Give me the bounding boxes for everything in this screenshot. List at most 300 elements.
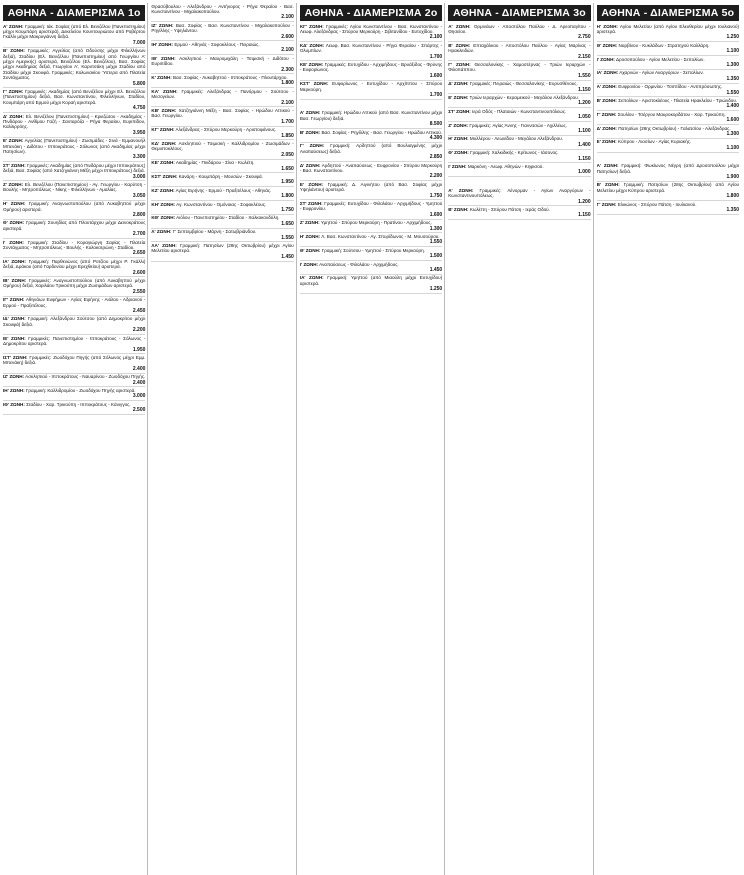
zone-price: 1.300 [726,62,740,68]
zone-entry [300,220,442,234]
zone-entry [151,55,293,74]
zone-entry [3,48,145,89]
zone-description: Ακαδημίας - Πινδάρου - Σίνα - Κωλέτη. [175,160,255,166]
zone-description: Γραμμικές: Αγγελίας (από Οδούσης μέχρι Φιλελλήνων δεξιά), Σταδίου (Ελ. Βενιζέλου (Πανεπιστημίου) από Γεωργίου Α' μέχρι Αμερικής) αριστερά, Βενιζέλου (Ελ. Βενιζέλου), Βασ. Σοφίας μέχρι Ακαδημίας δεξιά, Γεωργίου Α', Καρυτσάκη μέχρι Σταδίου από Σταδίου μέχρι Σκουφά. Γραμμικές: Κολωνακίου Ύστερα από Πλατεία Συντάγματος. [3,48,146,81]
zone-entry [300,233,442,247]
zone-label: Β' ΖΩΝΗ: [596,97,617,103]
zone-label: Ι' ΖΩΝΗ: [448,163,467,169]
zone-price: 2.800 [132,212,146,219]
zone-label: Ε' ΖΩΝΗ: [448,95,469,100]
zone-description: Γραμμικές: Αγίου Κωνσταντίνου - Βασ. Κωνσταντίνου - Λεωφ. Αλεξάνδρας - Σπύρου Μερκούρη - Σιβιτανίδου - Ευτυχίδου. [299,23,443,34]
zone-price: 1.800 [726,193,740,200]
zone-price: 2.300 [281,66,294,73]
zone-label: ΙΔ' ΖΩΝΗ: [3,316,26,322]
zone-price: 1.650 [281,220,294,227]
zone-description: Κανάρη - Κουμπάρη - Μουσών - Σκουφά. [178,174,263,179]
spacer [300,100,442,110]
section-header: ΑΘΗΝΑ - ΔΙΑΜΕΡΙΣΜΑ 5ο [597,5,739,21]
zone-entry [597,111,739,125]
zone-price: 1.550 [578,72,591,79]
zone-label: Ε' ΖΩΝΗ: [3,138,24,144]
zone-entry [300,181,442,200]
zone-description: Γραμμική: Υμηττού (από Μιαούλη μέχρι Ευτυχίδου) αριστερά. [299,275,443,286]
zone-entry [3,297,145,316]
zone-price: 2.450 [132,308,146,315]
zone-entry [448,136,590,150]
zone-label: Α' ΖΩΝΗ: [299,110,321,116]
zone-entry [448,206,590,220]
zone-price: 1.450 [429,267,443,274]
zone-label: ΚΖ' ΖΩΝΗ: [151,187,175,193]
zone-entry [3,162,145,181]
zone-entry [300,129,442,143]
zone-entry [151,140,293,159]
zone-entry [597,139,739,153]
zone-entry [300,162,442,181]
zone-description: Γραμμικές: Αγίας Άννης - Γιαννιτσών - Αχιλλέως. [469,122,567,128]
zone-entry [448,108,590,122]
zone-label: Β' ΖΩΝΗ: [299,129,321,135]
zone-price: 1.250 [726,34,740,41]
zone-description: Κωλέττη - Σπύρου Πάτση - Ιεράς Οδού. [469,206,550,212]
zone-label: ΙΗ' ΖΩΝΗ: [151,42,174,47]
zone-entry [597,182,739,201]
zone-price: 2.600 [281,33,294,40]
zone-description: Αγίας Ειρήνης - Ερμού - Πραξιτέλους - Αθηνάς. [175,187,272,193]
column-4 [448,3,593,875]
zone-price: 3.000 [132,393,146,400]
zone-description: Θεσσαλονίκης - Χαμοστέρνας - Τριών Ιεραρχών - Φιλοπάππου. [448,62,591,73]
zone-description: Σταδίου - Χαρ. Τρικούπη - Ιπποκράτους - Κάνιγγος. [26,401,131,407]
zone-label: Ι' ΖΩΝΗ: [3,239,24,245]
zone-price: 1.800 [281,80,294,87]
zone-label: ΚΑ' ΖΩΝΗ: [151,88,178,94]
zone-label: Η' ΖΩΝΗ: [596,23,618,29]
zone-price: 3.300 [132,154,146,161]
zone-description: Γραμμική: Δ. Αιγινήτου (από Βασ. Σοφίας μέχρι Υψηλάντου) αριστερά. [299,181,443,193]
zone-label: Δ' ΖΩΝΗ: [596,125,617,131]
zone-label: Κ' ΖΩΝΗ: [151,75,172,80]
zone-entry [597,125,739,139]
zone-description: Γραμμικές: Ευτυχίδου - Αρχιμήδους - Βρυάξιδος - Φρύνης - Ευφορίωνος. [299,62,443,73]
zone-label: ΚΕ' ΖΩΝΗ: [151,160,175,166]
zone-price: 1.100 [726,48,740,55]
zone-entry [3,401,145,415]
zone-price: 3.050 [132,192,146,199]
zone-price: 8.500 [429,121,443,128]
zone-entry [151,127,293,141]
zone-description: Αλεξάνδρας - Σπύρου Μερκούρη - Αριστοφάνους. [175,127,277,133]
zone-price: 1.300 [429,225,443,232]
zone-description: Γραμμική: Σούτσου - Υμηττού - Σπύρου Μερκούρη. [321,247,425,253]
zone-description: Γραμμική: Χαλκιδικής - Κρίτωνος - Ιάσονος. [470,150,559,156]
zone-price: 1.500 [429,253,443,260]
zone-entry [3,354,145,373]
zone-description: Θρασύβουλου - Αλεξάνδρου - Αντήνορος - Ρήγα Φεραίου - Βασ. Κωνσταντίνου - Μιχαλακοπούλου. [151,3,294,14]
zone-label: Θ' ΖΩΝΗ: [596,42,618,48]
zone-description: Λ. Βασ. Κωνσταντίνου - Αγ. Σπυρίδωνος - Μ. Μουσούρου. [321,234,440,240]
zone-description: Αρδηττού - Αναπαύσεως - Ευφρονίου - Σπύρου Μερκούρη - Βασ. Κωνσταντίνου. [299,162,443,174]
zone-label: ΙΓ' ΖΩΝΗ: [3,297,25,303]
zone-entry [597,163,739,182]
zone-price: 2.400 [132,379,146,386]
zone-entry [597,70,739,84]
zone-label: ΚΗ' ΖΩΝΗ: [151,201,176,207]
zone-description: Ελικώνος - Σπύρου Πάτση - Ιουλιανού. [617,201,697,207]
zone-price: 1.250 [429,286,443,293]
zone-price: 1.700 [429,53,443,60]
zone-price: 1.150 [578,155,591,162]
zone-entry [3,113,145,138]
zone-price: 2.700 [132,231,146,238]
zone-label: Γ' ΖΩΝΗ: [448,62,471,67]
zone-label: Α' ΖΩΝΗ: [3,23,24,29]
zone-label: ΚΘ' ΖΩΝΗ: [151,215,176,221]
zone-description: Ιερά Οδός - Πλαταιών - Κωνσταντινουπόλεως. [472,108,567,114]
zone-label: Ε' ΖΩΝΗ: [299,181,324,187]
zone-description: Γραμμική: Αναγνωστοπούλου (από Λυκαβηττού μέχρι Ομήρου) αριστερά. [3,201,146,212]
zone-entry [448,23,590,42]
zone-price: 7.000 [132,39,146,46]
zone-description: Ασκληπιού - Μαυρομιχάλη - Τσιμισκή - Διδότου - Ευριπίδου. [151,55,294,67]
zone-label: Γ' ΖΩΝΗ: [3,89,24,95]
zone-label: ΙΖ' ΖΩΝΗ: [151,22,174,28]
zone-entry [300,81,442,100]
zone-entry [151,41,293,55]
zone-description: Υμηττού - Σπύρου Μερκούρη - Πρατίνου - Αρχιμήδους. [320,220,432,226]
zone-price: 1.550 [429,239,443,246]
zone-price: 1.450 [281,253,294,260]
zone-label: ΙΕ' ΖΩΝΗ: [3,335,26,341]
zone-description: Κύπρου - Λιοσίων - Αγίας Κυριακής. [618,139,692,145]
zone-entry [300,247,442,261]
zone-description: Δροσοπούλου - Αγίου Μελετίου - Σεπολίων. [615,56,705,62]
zone-label: Δ' ΖΩΝΗ: [448,81,469,87]
zone-price: 1.650 [281,165,294,172]
zone-price: 1.600 [429,72,443,79]
zone-description: Γραμμικές: Πειραιώς - Θεσσαλονίκης - Ευρυσθένους. [469,81,578,87]
zone-label: ΙΘ' ΖΩΝΗ: [151,55,176,61]
zone-description: Γραμμικές: Ζωοδόχου Πηγής (από Σόλωνος μέχρι Εμμ. Μπενάκη) δεξιά. [3,354,146,366]
column-2 [151,3,296,875]
zone-label: Ι' ΖΩΝΗ: [596,56,615,62]
zone-price: 1.000 [578,169,591,176]
zone-description: Βασ. Σοφίας - Λυκαβηττού - Ιπποκράτους - Πλουτάρχου. [173,75,288,80]
zone-description: Ορμινάων - Αποστόλου Παύλου - Δ. Αρεοπαγίτου - Θησείου. [448,23,591,34]
zone-entry [3,258,145,277]
zone-price: 2.600 [132,269,146,276]
zone-description: Ευφορίωνος - Ευτυχίδου - Αρχίππου - Σπύρου Μερκούρη. [299,81,443,92]
zone-label: Β' ΖΩΝΗ: [448,42,471,48]
zone-label: Β' ΖΩΝΗ: [448,206,469,212]
zone-label: Γ' ΖΩΝΗ: [596,201,617,207]
zone-price: 1.350 [726,206,740,213]
zone-entry [597,42,739,56]
column-3 [300,3,445,875]
zone-entry [3,23,145,48]
zone-description: Βασ. Σοφίας - Ρηγίλλης - Βασ. Γεωργίου - Ηρώδου Αττικού. [321,129,443,135]
zone-price: 1.150 [578,86,591,93]
zone-price: 1.700 [281,118,294,125]
zone-entry [597,84,739,98]
zone-description: Σεπολίων - Αριστοκλέους - Πλατεία Ηρακλείου - Τριώνδου. [618,97,738,103]
zone-description: Γραμμικές: Αλεξάνδρας - Πανόρμου - Σούτσου - Μεσογείων. [151,88,294,100]
zone-label: Α' ΖΩΝΗ: [448,23,471,29]
zone-description: Ελ. Βενιζέλου (Πανεπιστημίου) - Αγ. Γεωργίου - Καρύτση - Βουλής - Μητροπόλεως - Νίκης - Φιλελλήνων - Αμαλίας. [3,182,146,193]
zone-description: Γραμμική: Ιάκ. Σοφίας (από Ελ. Βενιζέλου (Πανεπιστημίου) μέχρι Κουμπάρη αριστερά), Δεκελείου Κουντουριώτου από Ροβέρτου Γκάλλι μέχρι Μακρυγιάννη δεξιά. [3,23,146,40]
zone-entry [151,22,293,41]
zone-price: 2.550 [132,288,146,295]
zone-price: 2.200 [429,173,443,180]
zone-description: Πατησίων (28ης Οκτωβρίου) - Γαλατσίου - Αλεξάνδρας. [618,125,731,131]
zone-description: Γραμμικές: Λένορμαν - Αγίων Αναργύρων - Κωνσταντινουπόλεως. [448,187,591,199]
zone-price: 1.100 [726,144,740,151]
zone-description: Αθηνάων Ευφήμων - Αγίας Ειρήνης - Αιόλου - Αδριανού - Ερμού - Πραξιτέλους. [3,297,146,308]
zone-price: 1.850 [281,132,294,139]
zone-entry [300,275,442,294]
zone-entry [151,201,293,215]
section-header: ΑΘΗΝΑ - ΔΙΑΜΕΡΙΣΜΑ 3ο [448,5,590,21]
zone-label: Γ' ΖΩΝΗ: [299,143,325,149]
zone-description: Επταχάλκου - Αποστόλου Παύλου - Αγίας Μαρίνας - Ηρακλειδών. [448,42,591,54]
section-header: ΑΘΗΝΑ - ΔΙΑΜΕΡΙΣΜΑ 1ο [3,5,145,21]
zone-label: ΚΣΤ' ΖΩΝΗ: [151,174,178,179]
zone-entry [151,88,293,107]
zone-price: 1.750 [281,207,294,213]
zone-price: 2.750 [578,34,591,41]
zone-description: Λεωφ. Βασ. Κωνσταντίνου - Ρήγα Φεραίου - Σπάρτης - Ολυμπίων. [299,42,443,54]
spacer [597,153,739,163]
zone-entry [151,107,293,126]
zone-description: Γραμμική: Πατησίων (28ης Οκτωβρίου) από Αγίου Μελετίου μέχρι Κύπρου αριστερά. [596,182,740,193]
zone-description: Γραμμική: Αρδηττού (από Βουλιαγμένης μέχρι Αναπαύσεως) δεξιά. [299,143,443,154]
zone-entry [151,187,293,201]
zone-label: ΣΤ' ΖΩΝΗ: [3,162,26,168]
zone-price: 4.750 [132,105,146,112]
zone-entry [3,239,145,258]
zone-description: Χατζηγιάννη Μέξη - Βασ. Σοφίας - Ηρώδου Αττικού - Βασ. Γεωργίου. [151,108,294,119]
zone-label: ΙΖ' ΖΩΝΗ: [3,374,25,380]
zone-description: Γραμμικές: Ακαδημίας (από Πινδάρου μέχρι Ιπποκράτους) δεξιά, Βασ. Σοφίας (από Χατζηγιάννη Μέξη μέχρι Ιπποκράτους) δεξιά. [3,162,146,174]
zone-price: 1.350 [726,75,740,82]
zone-entry [448,94,590,108]
zone-price: 2.200 [132,327,146,334]
zone-description: Αγ. Κωνσταντίνου - Ομόνοιας - Σοφοκλέους. [176,201,267,207]
zone-entry [151,173,293,187]
zone-label: Β' ΖΩΝΗ: [3,48,25,54]
zone-entry [300,110,442,129]
zone-label: Δ' ΖΩΝΗ: [299,162,321,168]
zone-entry [448,42,590,61]
zone-price: 2.050 [281,151,294,158]
zone-label: Ζ' ΖΩΝΗ: [299,220,320,226]
zone-label: Θ' ΖΩΝΗ: [299,247,321,253]
zone-description: Ασκληπιού - Τσιμισκή - Καλλιδρομίου - Ζωσιμάδων - Θεμιστοκλέους. [151,141,294,152]
zone-price: 1.950 [281,179,294,186]
zone-price: 1.200 [578,198,591,205]
zone-description: Γραμμική: Σουηδίας από Πλουτάρχου μέχρι Δεινοκράτους αριστερά. [3,220,146,231]
zone-description: Γραμμική: Αλεξάνδρου Σούτσου (από Δημοκρίτου μέχρι Σκουφά) δεξιά. [3,316,146,327]
zone-price: 2.500 [132,407,146,414]
zone-label: ΙΗ' ΖΩΝΗ: [3,387,25,393]
spacer [448,177,590,187]
zone-label: Α' ΖΩΝΗ: [448,187,474,193]
zone-entry [151,74,293,88]
zone-price: 2.850 [429,154,443,161]
zone-entry [3,220,145,239]
zone-description: Γραμμική: Παρθενώνος (από Ροτζίου μέχρι Ρ. Γκάλλι) δεξιά, Δράκου (από Γαρδενίου μέχρι Ερεχθείου) αριστερά. [3,258,146,270]
zone-description: Αγίου Μελετίου (από Αγίου Ελευθερίου μέχρι Ιουλιανού) αριστερά. [596,23,740,34]
zone-description: Αχαρνών - Αγίων Αναργύρων - Σεπολίων. [619,70,704,76]
zone-label: Ι' ΖΩΝΗ: [299,261,319,267]
zone-price: 1.050 [578,114,591,121]
zone-description: Μαρκόνη - Λεωφ. Αθηνών - Κηφισού. [467,163,544,169]
zone-entry [3,335,145,354]
zone-price: 1.200 [578,100,591,107]
zone-price: 1.750 [429,192,443,199]
zone-label: ΛΑ' ΖΩΝΗ: [151,242,177,248]
zone-entry [448,187,590,206]
zone-price: 2.100 [281,14,294,21]
zone-description: Τριών Ιεραρχών - Κεραμεικού - Μεγάλου Αλεξάνδρου. [469,95,580,100]
zone-entry [3,387,145,401]
zone-entry [597,97,739,111]
zone-price: 2.150 [578,53,591,60]
zone-entry [300,42,442,61]
zone-label: Η' ΖΩΝΗ: [299,234,321,240]
zone-entry [300,23,442,42]
zone-label: ΣΤ' ΖΩΝΗ: [299,201,323,207]
zone-label: Η' ΖΩΝΗ: [3,201,26,207]
zone-description: Σουλίου - Τσέργου Μαυροκορδάτου - Χαρ. Τρικούπη. [617,111,726,117]
zone-entry [448,61,590,80]
zone-entry [300,261,442,275]
zone-price: 4.300 [429,135,443,142]
zone-entry [3,88,145,113]
zone-description: Γραμμική: Σταδίου - Κοραγιώργη Σαρίας - Πλατεία Συντάγματος - Μητροπόλεως - Βουλής - Κολοκοτρώνη - Σταδίου. [3,239,146,251]
zone-label: ΙΣΤ' ΖΩΝΗ: [3,354,28,360]
zone-label: Θ' ΖΩΝΗ: [448,150,469,156]
zone-entry [597,23,739,42]
zone-label: Γ' ΖΩΝΗ: [596,111,617,117]
zone-entry [3,277,145,296]
zone-description: Γραμμικές: Πανεπιστημίου - Ιπποκράτους - Σόλωνος - Δημοκρίτου αριστερά. [3,335,146,347]
zone-description: Ερμού - Αθηνάς - Σοφοκλέους - Πειραιώς. [174,42,260,47]
zone-entry [151,3,293,22]
zone-label: ΙΑ' ΖΩΝΗ: [299,275,324,281]
zone-label: Λ' ΖΩΝΗ: [151,229,172,235]
zone-label: Δ' ΖΩΝΗ: [3,113,24,119]
zone-description: Μυλλέρου - Λεωνίδου - Μεγάλου Αλεξάνδρου. [469,136,564,142]
zone-price: 1.600 [429,211,443,218]
zone-label: ΙΘ' ΖΩΝΗ: [3,401,25,407]
zone-label: Β' ΖΩΝΗ: [596,182,620,188]
zone-price: 1.900 [726,173,740,180]
zone-label: Ε' ΖΩΝΗ: [596,139,617,145]
zone-description: Γραμμική: Καλλιδρομίου - Ζωοδόχου Πηγής αριστερά. [25,387,136,393]
zone-entry [448,163,590,177]
zone-price: 3.950 [132,129,146,136]
zone-price: 1.300 [726,130,740,137]
zone-label: Θ' ΖΩΝΗ: [3,220,25,226]
zone-label: ΙΑ' ΖΩΝΗ: [3,258,26,264]
zone-label: ΚΒ' ΖΩΝΗ: [151,108,177,113]
column-5 [597,3,741,875]
zone-label: ΚΔ' ΖΩΝΗ: [151,141,177,146]
zone-label: ΙΑ' ΖΩΝΗ: [596,70,619,76]
zone-price: 1.800 [281,193,294,200]
zone-description: Ναρβίνου - Κυκλάδων - Στρατηγού Καλλάρη. [618,42,710,48]
zone-entry [597,201,739,215]
zone-price: 1.600 [726,117,740,124]
zone-price: 1.100 [578,128,591,134]
zone-label: ΚΔ' ΖΩΝΗ: [299,42,325,48]
zone-description: Αναπαύσεως - Φιλολάου - Αρχιμήδους. [319,261,399,267]
zone-label: ΣΤ' ΖΩΝΗ: [448,108,471,114]
zone-label: Α' ΖΩΝΗ: [596,84,617,90]
zone-entry [3,374,145,388]
zone-label: Ζ' ΖΩΝΗ: [448,122,469,128]
zone-price: 1.950 [132,346,146,353]
zone-entry [3,201,145,220]
section-header: ΑΘΗΝΑ - ΔΙΑΜΕΡΙΣΜΑ 2ο [300,5,442,21]
zone-label: ΚΣΤ' ΖΩΝΗ: [299,81,329,87]
zone-entry [151,215,293,229]
zone-price: 1.550 [726,89,740,96]
zone-entry [448,150,590,164]
zone-description: Αγγελίας (Πανεπιστημίου) - Ζωσιμάδες - Σινά - Εμμανουήλ Μπενάκη - Διδότου - Ιπποκράτους - Σόλωνος (από Ακαδημίας μέχρι Πατησίων). [3,138,146,155]
zone-description: Γραμμική: Πατησίων (28ης Οκτωβρίου) μέχρι Αγίου Μελετίου αριστερά. [151,242,294,254]
zone-price: 1.400 [578,141,591,148]
zone-description: Γραμμικές: Αναγνωστοπούλου (από Λυκαβηττού μέχρι Ομήρου) δεξιά, Χαριλάου Τρικούπη μέχρι Ζωσιμάδων αριστερά. [3,278,146,289]
zone-price: 1.700 [429,92,443,99]
zone-entry [151,229,293,243]
zone-price: 5.800 [132,80,146,87]
zone-entry [151,160,293,174]
zone-label: ΚΓ' ΖΩΝΗ: [299,23,324,29]
zone-entry [448,81,590,95]
zone-label: Ζ' ΖΩΝΗ: [3,182,24,188]
zone-label: ΚΓ' ΖΩΝΗ: [151,127,175,133]
zone-description: Γραμμικές: Ακαδημίας (από Βενιζέλου μέχρι Ελ. Βενιζέλου (Πανεπιστημίου) δεξιά, Βασ. Κωνσταντίνου, Φιλελλήνων, Σταδίου, Κουμπάρη από Ερμού μέχρι Κοραή αριστερά. [3,89,146,105]
zone-label: ΚΕ' ΖΩΝΗ: [299,62,324,67]
zone-description: Γραμμικές: Ευτυχίδου - Φιλολάου - Αρχιμήδους - Υμηττού - Ευφρονίου. [299,201,443,212]
zone-description: Ασκληπιού - Ιπποκράτους - Ναυαρίνου - Ζωοδόχου Πηγής. [25,374,146,380]
zone-description: Ευφρονίου - Ορμινίου - Τσιπτίδου - Αντιπρόσωπης. [618,84,723,90]
zone-price: 1.550 [281,234,294,241]
zone-price: 2.100 [281,99,294,106]
zone-description: Ελ. Βενιζέλου (Πανεπιστημίου) - Κριεζώτου - Ακαδημίας - Πινδάρου - Ανθίμου Γαζή - Σανταρόζα - Ρήγα Φεραίου, Ευριπίδου, Καλλιρρόης. [3,113,146,130]
zone-price: 2.100 [429,34,443,41]
zone-price: 2.100 [281,47,294,54]
zone-entry [3,138,145,163]
zone-price: 2.400 [132,365,146,372]
zone-entry [300,143,442,162]
zone-entry [300,61,442,80]
zone-entry [3,181,145,200]
zone-label: Η' ΖΩΝΗ: [448,136,469,142]
zone-description: Γραμμική: Ηρώδου Αττικού (από Βασ. Κωνσταντίνου μέχρι Βασ. Γεωργίου) δεξιά. [299,110,443,121]
zone-entry [151,242,293,261]
zone-label: ΙΒ' ΖΩΝΗ: [3,278,27,284]
zone-description: Βασ. Σοφίας - Βασ. Κωνσταντίνου - Μιχαλακοπούλου - Ρηγίλλης - Υψηλάντου. [151,22,294,34]
zone-entry [448,122,590,136]
zone-description: Γ' Σεπτεμβρίου - Μάρνη - Σατωβριάνδου. [172,229,257,235]
zone-price: 1.400 [726,103,740,110]
column-1 [3,3,148,875]
zone-entry [3,316,145,335]
zone-price: 3.000 [132,173,146,180]
